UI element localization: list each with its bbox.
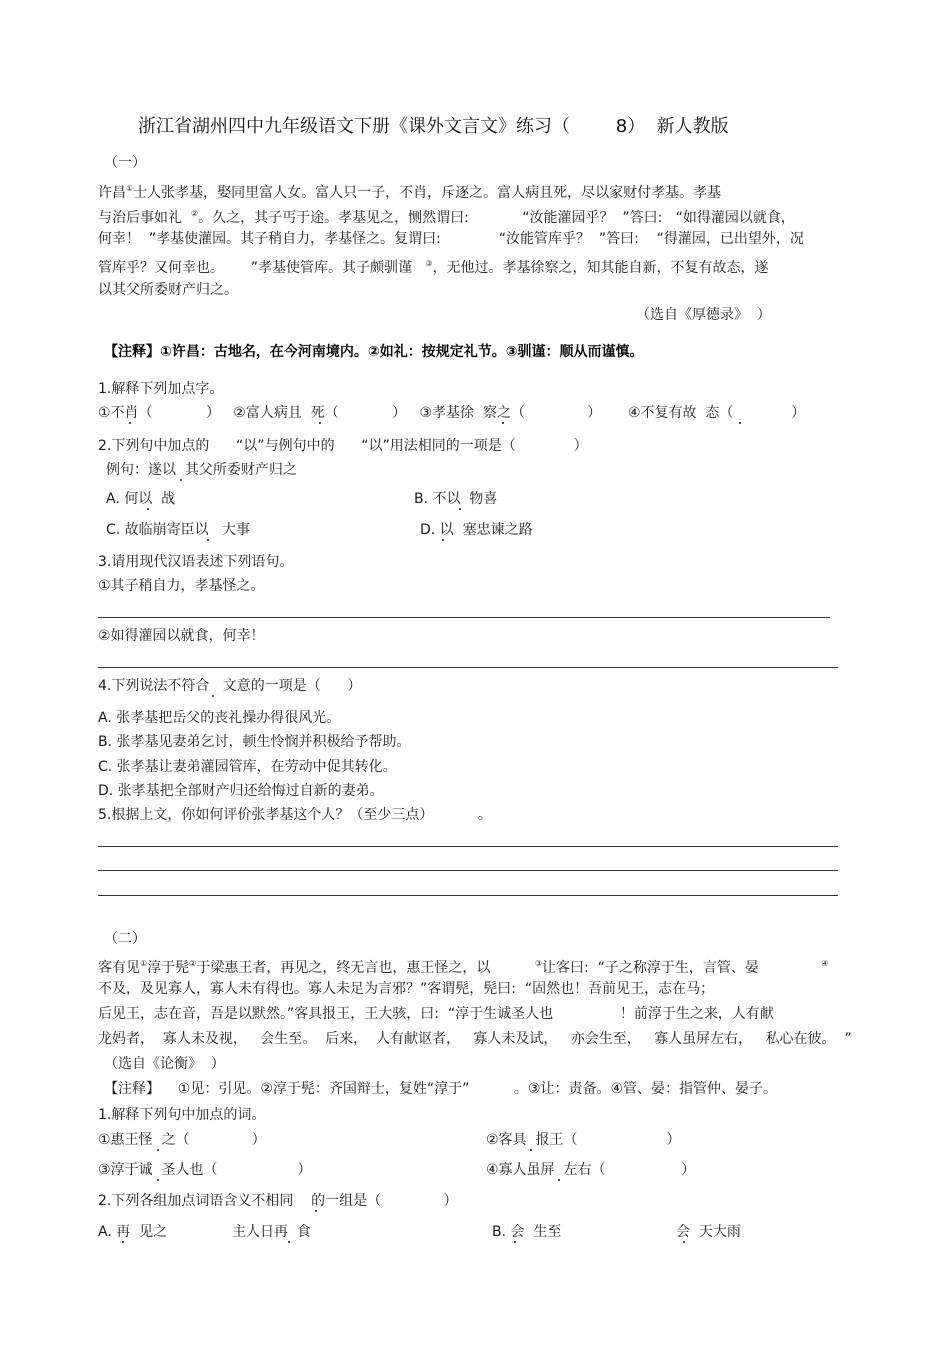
question-2-2-option-a-2: 主人日再 食 [232, 1224, 311, 1240]
passage-1-line-5: 以其父所委财产归之。 [98, 282, 238, 298]
emphasis-dot [442, 539, 444, 541]
question-2-1: 1.解释下列句中加点的词。 [98, 1107, 266, 1123]
section-2-header: （二） [104, 931, 146, 947]
question-2-2-option-b-1: B. 会 生至 [492, 1224, 562, 1240]
question-1-4: 4.下列说法不符合 文意的一项是（ ） [98, 678, 362, 694]
passage-1-notes: 【注释】①许昌：古地名，在今河南境内。②如礼：按规定礼节。③驯谨：顺从而谨慎。 [104, 344, 644, 360]
question-2-1-item-4: ④寡人虽屏 左右（ ） [486, 1162, 696, 1178]
question-2-2-option-a-1: A. 再 见之 [98, 1224, 168, 1240]
answer-line [98, 895, 838, 896]
footnote-marker: ① [126, 184, 134, 193]
emphasis-dot [319, 422, 321, 424]
question-1-2-example: 例句：遂以 其父所委财产归之 [106, 462, 297, 478]
passage-2-line-1: 客有见①淳于髡②于梁惠王者，再见之，终无言也，惠王怪之，以 ③让客曰: “子之称淳于生，言管、晏 ④ [98, 959, 829, 976]
question-2-2-option-b-2: 会 天大雨 [676, 1224, 741, 1240]
emphasis-dot [288, 1241, 290, 1243]
question-2-2: 2.下列各组加点词语含义不相同 的一组是（ ） [98, 1193, 458, 1209]
emphasis-dot [157, 1179, 159, 1181]
footnote-marker: ④ [821, 959, 829, 968]
passage-2-notes: 【注释】 ①见：引见。②淳于髡：齐国辩士，复姓“淳于” 。③让：责备。④管、晏：指管仲、晏子。 [104, 1081, 778, 1097]
emphasis-dot [122, 1241, 124, 1243]
emphasis-dot [147, 508, 149, 510]
emphasis-dot [502, 422, 504, 424]
question-1-4-option-d: D. 张孝基把全部财产归还给悔过自新的妻弟。 [98, 783, 384, 799]
emphasis-dot [212, 695, 214, 697]
question-1-2-option-a: A. 何以 战 [106, 491, 176, 507]
footnote-marker: ③ [534, 959, 543, 968]
question-1-5: 5.根据上文，你如何评价张孝基这个人？（至少三点） 。 [98, 807, 492, 823]
page-title: 浙江省湖州四中九年级语文下册《课外文言文》练习（ 8） 新人教版 [138, 116, 729, 137]
question-1-4-option-b: B. 张孝基见妻弟乞讨，顿生怜悯并积极给予帮助。 [98, 734, 411, 750]
passage-1-line-4: 管库乎？又何幸也。 ”孝基使管库。其子颇驯谨 ③，无他过。孝基徐察之，知其能自新，不复有故态，遂 [98, 259, 769, 276]
passage-1-source: （选自《厚德录》 ） [636, 307, 771, 323]
question-1-4-option-c: C. 张孝基让妻弟灌园管库，在劳动中促其转化。 [98, 759, 397, 775]
emphasis-dot [129, 422, 131, 424]
emphasis-dot [530, 1149, 532, 1151]
answer-line [98, 667, 838, 668]
footnote-marker: ① [140, 959, 148, 968]
question-1-3-item-1: ①其子稍自力，孝基怪之。 [98, 578, 265, 594]
passage-2-line-3: 后见王，志在音，吾是以默然。”客具报王，王大骇，曰: “淳于生诚圣人也 ！前淳于生之来，人有献 [98, 1006, 774, 1022]
passage-2-source: （选自《论衡》 ） [104, 1056, 225, 1072]
answer-line [98, 846, 838, 847]
emphasis-dot [207, 539, 209, 541]
passage-1-line-3: 何幸！ ”孝基使灌园。其子稍自力，孝基怪之。复谓曰: “汝能管库乎？ ”答曰: “得灌园，已出望外，况 [98, 231, 804, 247]
footnote-marker: ② [189, 959, 197, 968]
passage-1-line-1: 许昌①士人张孝基，娶同里富人女。富人只一子，不肖，斥逐之。富人病且死，尽以家财付孝基。孝基 [98, 184, 722, 201]
question-1-2-option-b: B. 不以 物喜 [414, 491, 498, 507]
passage-2-line-2: 不及，及见寡人，寡人未有得也。寡人未足为言邪？”客谓髡，髡曰: “固然也！吾前见王，志在马； [98, 981, 715, 997]
question-1-3: 3.请用现代汉语表述下列语句。 [98, 554, 294, 570]
question-1-3-item-2: ②如得灌园以就食，何幸！ [98, 628, 265, 644]
question-2-1-item-3: ③淳于诚 圣人也（ ） [98, 1162, 312, 1178]
question-1-4-option-a: A. 张孝基把岳父的丧礼操办得很风光。 [98, 710, 341, 726]
footnote-marker: ③ [425, 259, 433, 268]
answer-line [98, 870, 838, 871]
question-1-2: 2.下列句中加点的 “以”与例句中的 “以”用法相同的一项是（ ） [98, 438, 588, 454]
question-1-2-option-d: D. 以 塞忠谏之路 [420, 522, 533, 538]
question-1-1-items: ①不肖（ ） ②富人病且 死（ ） ③孝基徐 察之（ ） ④不复有故 态（ ） [98, 405, 806, 421]
question-1-2-option-c: C. 故临崩寄臣以 大事 [106, 522, 251, 538]
passage-2-line-4: 龙妈者， 寡人未及视， 会生至。 后来， 人有献讴者， 寡人未及试， 亦会生至， 寡人虽屏左右， 私心在彼。 ” [98, 1031, 852, 1047]
emphasis-dot [180, 479, 182, 481]
emphasis-dot [558, 1179, 560, 1181]
section-1-header: （一） [104, 155, 146, 171]
question-1-1: 1.解释下列加点字。 [98, 381, 224, 397]
answer-line [98, 617, 830, 618]
emphasis-dot [739, 422, 741, 424]
emphasis-dot [514, 1241, 516, 1243]
emphasis-dot [459, 508, 461, 510]
emphasis-dot [157, 1149, 159, 1151]
emphasis-dot [683, 1241, 685, 1243]
emphasis-dot [315, 1210, 317, 1212]
passage-1-line-2: 与治后事如礼 ②。久之，其子丐于途。孝基见之，恻然谓曰: “汝能灌园乎？ ”答曰: “如得灌园以就食， [98, 209, 795, 226]
question-2-1-item-1: ①惠王怪 之（ ） [98, 1132, 266, 1148]
footnote-marker: ② [190, 209, 199, 218]
question-2-1-item-2: ②客具 报王（ ） [486, 1132, 681, 1148]
